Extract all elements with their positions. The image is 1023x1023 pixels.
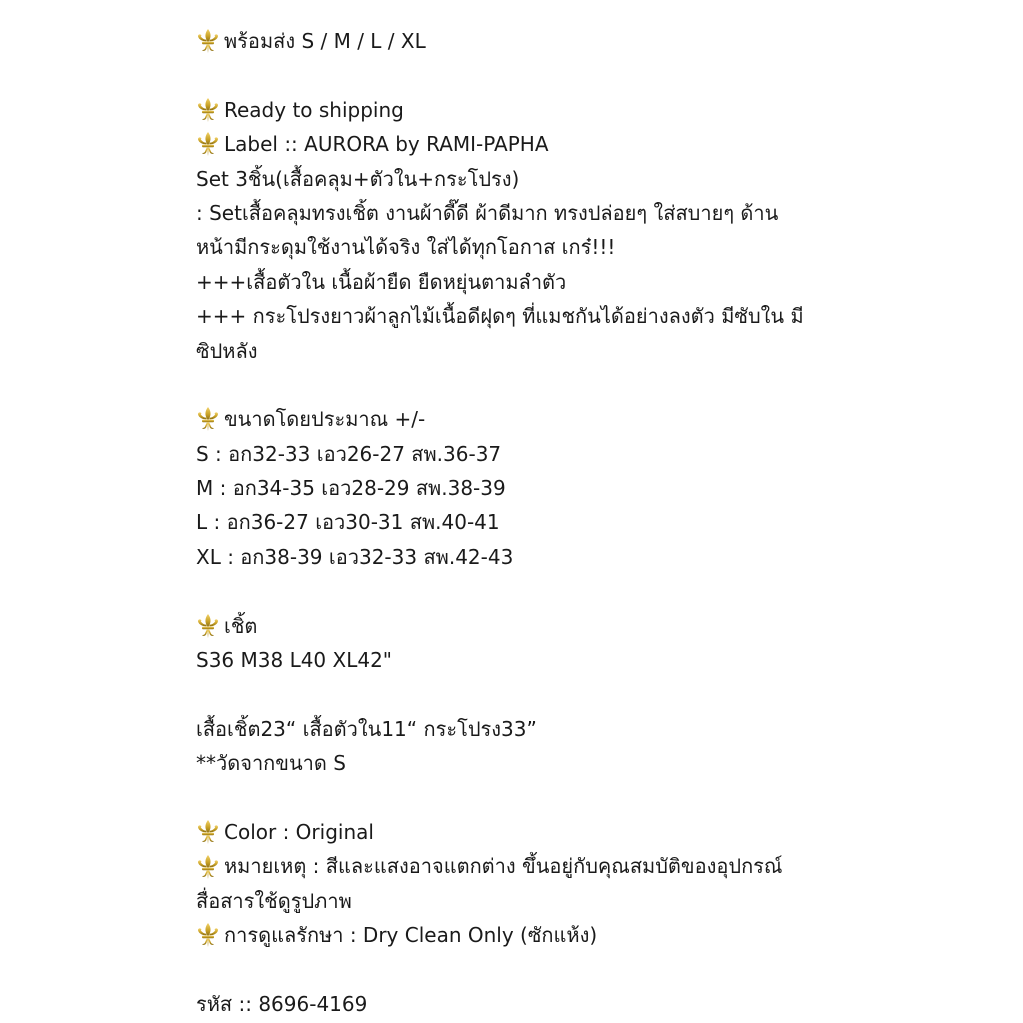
fleur-de-lis-icon <box>196 818 220 846</box>
line-text: รหัส :: 8696-4169 <box>196 991 368 1016</box>
line-text: Color : Original <box>224 819 374 844</box>
text-line <box>196 746 836 780</box>
fleur-de-lis-icon <box>196 612 220 640</box>
text-line <box>196 127 836 161</box>
fleur-de-lis-icon <box>196 96 220 124</box>
line-text: เสื้อเชิ้ต23“ เสื้อตัวใน11“ กระโปรง33” <box>196 716 537 741</box>
product-description <box>196 24 836 1021</box>
text-line <box>196 334 836 368</box>
line-text: S36 M38 L40 XL42" <box>196 648 393 673</box>
text-line <box>196 849 836 883</box>
text-line <box>196 884 836 918</box>
line-text: Ready to shipping <box>224 97 404 122</box>
text-line <box>196 815 836 849</box>
line-text: สื่อสารใช้ดูรูปภาพ <box>196 888 352 913</box>
line-text: : Setเสื้อคลุมทรงเชิ้ต งานผ้าดี๊ดี ผ้าดีมาก ทรงปล่อยๆ ใส่สบายๆ ด้าน <box>196 200 779 225</box>
line-text: การดูแลรักษา : Dry Clean Only (ซักแห้ง) <box>224 923 598 948</box>
line-text: S : อก32-33 เอว26-27 สพ.36-37 <box>196 441 502 466</box>
text-line <box>196 24 836 58</box>
text-line <box>196 471 836 505</box>
text-line <box>196 230 836 264</box>
blank-line <box>196 574 836 608</box>
line-text: XL : อก38-39 เอว32-33 สพ.42-43 <box>196 544 514 569</box>
text-line <box>196 162 836 196</box>
line-text: L : อก36-27 เอว30-31 สพ.40-41 <box>196 510 500 535</box>
line-text: +++ กระโปรงยาวผ้าลูกไม้เนื้อดีฝุดๆ ที่แมชกันได้อย่างลงตัว มีซับใน มี <box>196 304 804 329</box>
line-text: หมายเหตุ : สีและแสงอาจแตกต่าง ขึ้นอยู่กับคุณสมบัติของอุปกรณ์ <box>224 854 783 879</box>
line-text: +++เสื้อตัวใน เนื้อผ้ายืด ยืดหยุ่นตามลำตัว <box>196 269 567 294</box>
line-text: พร้อมส่ง S / M / L / XL <box>224 29 426 53</box>
text-line <box>196 437 836 471</box>
fleur-de-lis-icon <box>196 27 220 55</box>
text-line <box>196 265 836 299</box>
fleur-de-lis-icon <box>196 921 220 949</box>
text-line <box>196 402 836 436</box>
text-line <box>196 299 836 333</box>
blank-line <box>196 677 836 711</box>
text-line <box>196 93 836 127</box>
line-text: Label :: AURORA by RAMI-PAPHA <box>224 132 549 157</box>
text-line <box>196 609 836 643</box>
line-text: หน้ามีกระดุมใช้งานได้จริง ใส่ได้ทุกโอกาส เกร๋!!! <box>196 235 616 260</box>
text-line <box>196 643 836 677</box>
blank-line <box>196 781 836 815</box>
line-text: **วัดจากขนาด S <box>196 751 346 776</box>
text-line <box>196 505 836 539</box>
text-line <box>196 540 836 574</box>
line-text: เชิ้ต <box>224 613 258 638</box>
fleur-de-lis-icon <box>196 853 220 881</box>
fleur-de-lis-icon <box>196 405 220 433</box>
blank-line <box>196 58 836 92</box>
line-text: Set 3ชิ้น(เสื้อคลุม+ตัวใน+กระโปรง) <box>196 166 520 191</box>
blank-line <box>196 953 836 987</box>
text-line <box>196 712 836 746</box>
text-line <box>196 987 836 1021</box>
line-text: ซิปหลัง <box>196 338 258 363</box>
text-line <box>196 918 836 952</box>
blank-line <box>196 368 836 402</box>
line-text: M : อก34-35 เอว28-29 สพ.38-39 <box>196 476 506 501</box>
text-line <box>196 196 836 230</box>
fleur-de-lis-icon <box>196 130 220 158</box>
line-text: ขนาดโดยประมาณ +/- <box>224 407 426 432</box>
